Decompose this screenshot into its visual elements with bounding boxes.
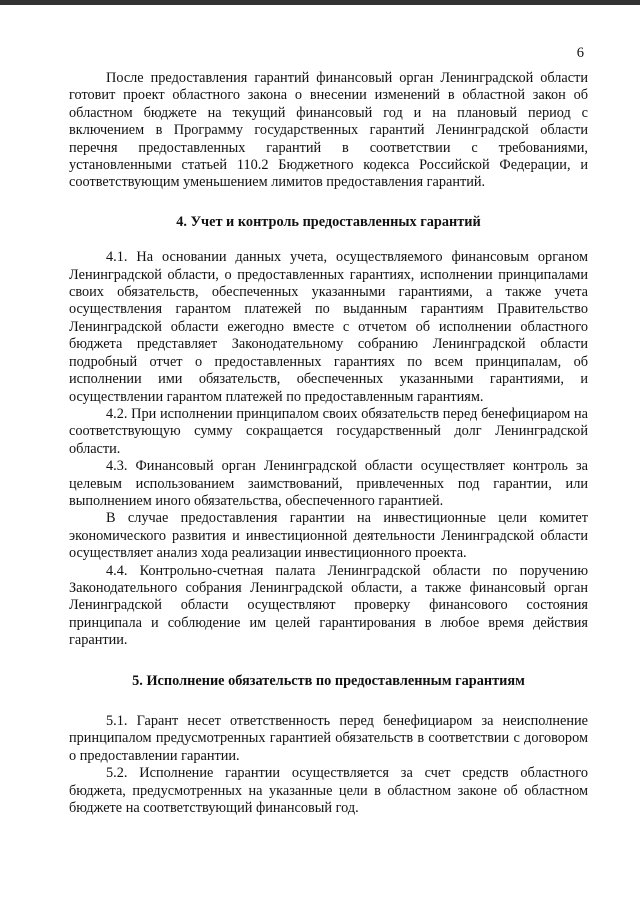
paragraph-5-1: 5.1. Гарант несет ответственность перед бенефициаром за неисполнение принципалом предусмотренных гарантией обязательств в соответствии с договором о предоставлении гарантии.	[69, 713, 588, 764]
paragraph-4-4: 4.4. Контрольно-счетная палата Ленинградской области по поручению Законодательного собрания Ленинградской области, а также финансовый орган Ленинградской области осуществляют проверку финансового состояния принципала и соблюдение им целей гарантирования в любое время действия гарантии.	[69, 562, 588, 649]
document-body	[69, 70, 588, 817]
paragraph-5-2: 5.2. Исполнение гарантии осуществляется за счет средств областного бюджета, предусмотренных на указанные цели в областном законе об областном бюджете на соответствующий финансовый год.	[69, 765, 588, 817]
intro-paragraph: После предоставления гарантий финансовый орган Ленинградской области готовит проект областного закона о внесении изменений в областной закон об областном бюджете на текущий финансовый год и на плановый период с включением в Программу государственных гарантий Ленинградской области перечня предоставленных гарантий в соответствии с требованиями, установленными статьей 110.2 Бюджетного кодекса Российской Федерации, и соответствующим уменьшением лимитов предоставления гарантий.	[69, 70, 588, 191]
paragraph-4-2: 4.2. При исполнении принципалом своих обязательств перед бенефициаром на соответствующую сумму сокращается государственный долг Ленинградской области.	[69, 405, 588, 457]
section-4-heading: 4. Учет и контроль предоставленных гарантий	[176, 213, 481, 230]
paragraph-4-3-investment: В случае предоставления гарантии на инвестиционные цели комитет экономического развития и инвестиционной деятельности Ленинградской области осуществляет анализ хода реализации инвестиционного проекта.	[69, 510, 588, 562]
page-number: 6	[576, 45, 584, 61]
paragraph-4-3: 4.3. Финансовый орган Ленинградской области осуществляет контроль за целевым использованием заимствований, привлеченных под гарантии, или выполнением иного обязательства, обеспеченного гарантией.	[69, 458, 588, 509]
section-5-heading: 5. Исполнение обязательств по предоставленным гарантиям	[132, 672, 525, 689]
paragraph-4-1: 4.1. На основании данных учета, осуществляемого финансовым органом Ленинградской области, о предоставленных гарантиях, исполнении принципалами своих обязательств, обеспеченных указанными гарантиями, а также учета осуществления гарантом платежей по выданным гарантиям Правительство Ленинградской области ежегодно вместе с отчетом об исполнении областного бюджета представляет Законодательному собранию Ленинградской области подробный отчет о предоставленных гарантиях по всем принципалам, об исполнении ими обязательств, обеспеченных указанными гарантиями, и осуществлении гарантом платежей по предоставленным гарантиям.	[69, 249, 588, 405]
